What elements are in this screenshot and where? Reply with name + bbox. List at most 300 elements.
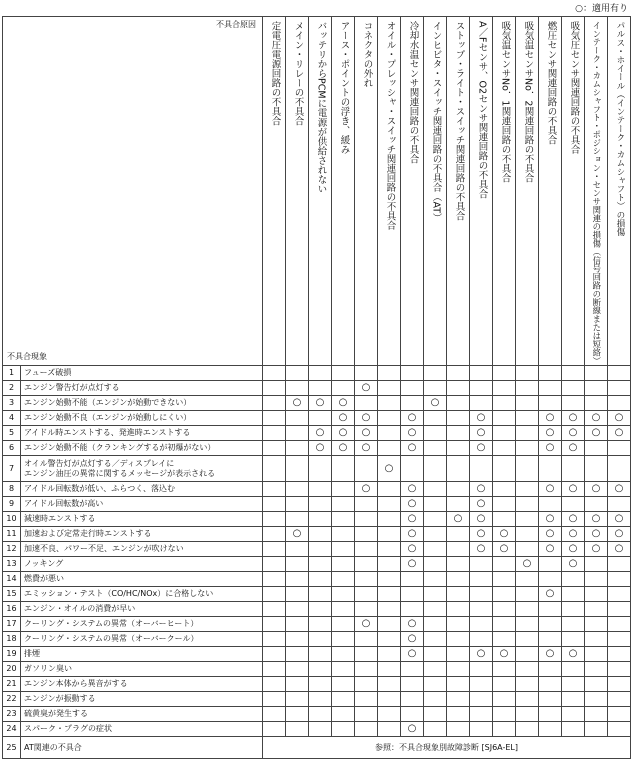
table-row [3, 411, 631, 426]
row-number: 14 [3, 572, 21, 587]
empty-cell [539, 707, 562, 722]
empty-cell [332, 542, 355, 557]
empty-cell [263, 527, 286, 542]
applicable-mark: ○ [470, 527, 493, 542]
empty-cell [493, 426, 516, 441]
empty-cell [401, 677, 424, 692]
applicable-mark: ○ [562, 512, 585, 527]
symptom-cell: AT関連の不具合 [21, 737, 263, 759]
cause-column-label: 定電圧電源回路の不具合 [269, 21, 281, 126]
row-number: 7 [3, 456, 21, 482]
applicable-mark: ○ [539, 542, 562, 557]
empty-cell [263, 557, 286, 572]
empty-cell [355, 497, 378, 512]
cause-column-header [562, 17, 585, 366]
empty-cell [447, 482, 470, 497]
empty-cell [355, 692, 378, 707]
empty-cell [355, 647, 378, 662]
empty-cell [516, 381, 539, 396]
empty-cell [309, 602, 332, 617]
empty-cell [309, 647, 332, 662]
empty-cell [516, 722, 539, 737]
empty-cell [355, 722, 378, 737]
empty-cell [539, 677, 562, 692]
applicable-mark: ○ [608, 542, 631, 557]
row-number: 20 [3, 662, 21, 677]
applicable-mark: ○ [539, 512, 562, 527]
matrix-body [3, 366, 631, 759]
applicable-mark: ○ [562, 482, 585, 497]
empty-cell [539, 396, 562, 411]
empty-cell [562, 677, 585, 692]
applicable-mark: ○ [470, 647, 493, 662]
cause-column-label: インヒビタ・スイッチ関連回路の不具合（AT） [430, 21, 442, 223]
empty-cell [332, 662, 355, 677]
applicable-mark: ○ [562, 647, 585, 662]
empty-cell [447, 602, 470, 617]
table-row [3, 662, 631, 677]
empty-cell [516, 497, 539, 512]
empty-cell [608, 456, 631, 482]
empty-cell [263, 647, 286, 662]
empty-cell [309, 677, 332, 692]
applicable-mark: ○ [585, 527, 608, 542]
empty-cell [263, 692, 286, 707]
empty-cell [447, 692, 470, 707]
empty-cell [447, 396, 470, 411]
empty-cell [585, 441, 608, 456]
empty-cell [378, 602, 401, 617]
applicable-mark: ○ [470, 441, 493, 456]
applicable-mark: ○ [401, 647, 424, 662]
table-row [3, 632, 631, 647]
row-number: 11 [3, 527, 21, 542]
symptom-cell: エンジン本体から異音がする [21, 677, 263, 692]
cause-column-header [585, 17, 608, 366]
empty-cell [286, 426, 309, 441]
empty-cell [378, 381, 401, 396]
empty-cell [286, 632, 309, 647]
empty-cell [332, 366, 355, 381]
empty-cell [493, 557, 516, 572]
empty-cell [424, 617, 447, 632]
applicable-mark: ○ [493, 647, 516, 662]
empty-cell [562, 602, 585, 617]
empty-cell [378, 722, 401, 737]
empty-cell [263, 572, 286, 587]
empty-cell [286, 647, 309, 662]
empty-cell [516, 411, 539, 426]
row-number: 22 [3, 692, 21, 707]
empty-cell [516, 632, 539, 647]
symptom-label: 不具合現象 [7, 352, 47, 361]
symptom-cell: 硫黄臭が発生する [21, 707, 263, 722]
symptom-cell: スパーク・プラグの症状 [21, 722, 263, 737]
header-corner [3, 17, 263, 366]
table-row [3, 426, 631, 441]
symptom-cell: アイドル回転数が高い [21, 497, 263, 512]
empty-cell [263, 512, 286, 527]
empty-cell [263, 366, 286, 381]
empty-cell [424, 587, 447, 602]
applicable-mark: ○ [585, 542, 608, 557]
empty-cell [332, 381, 355, 396]
table-row [3, 692, 631, 707]
applicable-mark: ○ [585, 482, 608, 497]
empty-cell [447, 587, 470, 602]
empty-cell [424, 441, 447, 456]
empty-cell [585, 647, 608, 662]
applicable-mark: ○ [539, 527, 562, 542]
cause-column-label: インテーク・カムシャフト・ポジション・センサ関連の損傷（信号回路の断線または短絡） [591, 21, 602, 365]
empty-cell [263, 677, 286, 692]
empty-cell [562, 632, 585, 647]
empty-cell [332, 707, 355, 722]
empty-cell [332, 647, 355, 662]
table-row [3, 647, 631, 662]
applicable-mark: ○ [493, 527, 516, 542]
table-row [3, 482, 631, 497]
empty-cell [562, 381, 585, 396]
applicable-mark: ○ [585, 411, 608, 426]
empty-cell [309, 497, 332, 512]
empty-cell [585, 677, 608, 692]
symptom-cell: アイドル時エンストする、発進時エンストする [21, 426, 263, 441]
empty-cell [286, 617, 309, 632]
applicable-mark: ○ [401, 527, 424, 542]
table-row [3, 557, 631, 572]
applicable-mark: ○ [401, 411, 424, 426]
table-row [3, 602, 631, 617]
symptom-cell: エンジン警告灯が点灯する [21, 381, 263, 396]
applicable-mark: ○ [562, 542, 585, 557]
empty-cell [378, 426, 401, 441]
empty-cell [355, 557, 378, 572]
empty-cell [332, 456, 355, 482]
table-row [3, 542, 631, 557]
applicable-mark: ○ [562, 441, 585, 456]
row-number: 10 [3, 512, 21, 527]
empty-cell [516, 602, 539, 617]
table-row [3, 441, 631, 456]
empty-cell [286, 722, 309, 737]
empty-cell [424, 542, 447, 557]
applicable-mark: ○ [539, 587, 562, 602]
cause-column-label: ストップ・ライト・スイッチ関連回路の不具合 [453, 21, 465, 221]
empty-cell [401, 366, 424, 381]
empty-cell [286, 677, 309, 692]
empty-cell [401, 587, 424, 602]
empty-cell [608, 677, 631, 692]
empty-cell [332, 527, 355, 542]
empty-cell [332, 632, 355, 647]
applicable-mark: ○ [401, 617, 424, 632]
empty-cell [378, 411, 401, 426]
table-row [3, 366, 631, 381]
applicable-mark: ○ [539, 411, 562, 426]
empty-cell [263, 602, 286, 617]
row-number: 6 [3, 441, 21, 456]
empty-cell [378, 647, 401, 662]
empty-cell [585, 557, 608, 572]
empty-cell [470, 456, 493, 482]
applicable-mark: ○ [608, 527, 631, 542]
empty-cell [447, 677, 470, 692]
empty-cell [516, 617, 539, 632]
applicable-mark: ○ [332, 411, 355, 426]
row-number: 23 [3, 707, 21, 722]
empty-cell [401, 456, 424, 482]
table-row [3, 707, 631, 722]
empty-cell [562, 692, 585, 707]
empty-cell [516, 542, 539, 557]
empty-cell [309, 411, 332, 426]
cause-column-header [470, 17, 493, 366]
row-number: 3 [3, 396, 21, 411]
applicable-mark: ○ [470, 426, 493, 441]
empty-cell [309, 542, 332, 557]
empty-cell [470, 722, 493, 737]
header-row [3, 17, 631, 366]
empty-cell [447, 662, 470, 677]
applicable-mark: ○ [401, 632, 424, 647]
cause-column-label: パルス・ホイール（インテーク・カムシャフト）の損傷 [614, 21, 625, 236]
empty-cell [355, 512, 378, 527]
applicable-mark: ○ [309, 396, 332, 411]
empty-cell [263, 456, 286, 482]
empty-cell [378, 632, 401, 647]
applicable-mark: ○ [355, 441, 378, 456]
empty-cell [516, 662, 539, 677]
empty-cell [470, 396, 493, 411]
empty-cell [516, 482, 539, 497]
empty-cell [539, 632, 562, 647]
empty-cell [539, 366, 562, 381]
empty-cell [424, 707, 447, 722]
empty-cell [286, 482, 309, 497]
symptom-cell: 減速時エンストする [21, 512, 263, 527]
cause-column-label: A／Fセンサ、O2センサ関連回路の不具合 [476, 21, 488, 199]
empty-cell [493, 366, 516, 381]
reference-note: 参照：不具合現象別故障診断 [SJ6A-EL] [263, 737, 631, 759]
empty-cell [562, 497, 585, 512]
empty-cell [263, 542, 286, 557]
empty-cell [378, 482, 401, 497]
empty-cell [585, 692, 608, 707]
empty-cell [286, 587, 309, 602]
empty-cell [424, 527, 447, 542]
empty-cell [309, 692, 332, 707]
empty-cell [516, 426, 539, 441]
empty-cell [263, 617, 286, 632]
empty-cell [309, 722, 332, 737]
empty-cell [309, 707, 332, 722]
empty-cell [539, 617, 562, 632]
applicable-mark: ○ [539, 441, 562, 456]
applicable-mark: ○ [470, 411, 493, 426]
empty-cell [286, 692, 309, 707]
symptom-cell: エミッション・テスト（CO/HC/NOx）に合格しない [21, 587, 263, 602]
empty-cell [332, 722, 355, 737]
empty-cell [608, 366, 631, 381]
cause-column-header [516, 17, 539, 366]
row-number: 2 [3, 381, 21, 396]
cause-column-header [263, 17, 286, 366]
applicable-mark: ○ [539, 482, 562, 497]
applicable-mark: ○ [401, 441, 424, 456]
empty-cell [608, 396, 631, 411]
cause-column-label: 冷却水温センサ関連回路の不具合 [407, 21, 419, 164]
symptom-cell: クーリング・システムの異常（オーバークール） [21, 632, 263, 647]
empty-cell [263, 441, 286, 456]
applicable-mark: ○ [585, 426, 608, 441]
empty-cell [355, 662, 378, 677]
table-row [3, 677, 631, 692]
empty-cell [309, 381, 332, 396]
empty-cell [470, 557, 493, 572]
cause-column-label: 吸気圧センサ関連回路の不具合 [568, 21, 580, 154]
empty-cell [424, 632, 447, 647]
applicable-mark: ○ [470, 497, 493, 512]
cause-column-label: 吸気温センサNo．2関連回路の不具合 [522, 21, 534, 183]
empty-cell [447, 441, 470, 456]
empty-cell [539, 602, 562, 617]
empty-cell [286, 411, 309, 426]
applicable-mark: ○ [608, 411, 631, 426]
empty-cell [562, 707, 585, 722]
cause-label: 不具合原因 [216, 20, 256, 29]
row-number: 15 [3, 587, 21, 602]
empty-cell [608, 497, 631, 512]
empty-cell [516, 647, 539, 662]
cause-column-label: バッテリからPCMに電源が供給されない [315, 21, 327, 194]
empty-cell [263, 662, 286, 677]
cause-column-header [447, 17, 470, 366]
empty-cell [263, 482, 286, 497]
cause-column-header [355, 17, 378, 366]
applicable-mark: ○ [447, 512, 470, 527]
empty-cell [424, 572, 447, 587]
empty-cell [493, 456, 516, 482]
diagnosis-matrix-table [2, 16, 631, 759]
empty-cell [539, 662, 562, 677]
empty-cell [378, 527, 401, 542]
empty-cell [424, 512, 447, 527]
empty-cell [424, 602, 447, 617]
empty-cell [309, 366, 332, 381]
empty-cell [332, 482, 355, 497]
empty-cell [447, 617, 470, 632]
symptom-cell: エンジン始動不良（エンジンが始動しにくい） [21, 411, 263, 426]
empty-cell [585, 587, 608, 602]
empty-cell [447, 572, 470, 587]
empty-cell [470, 662, 493, 677]
empty-cell [447, 411, 470, 426]
table-row [3, 512, 631, 527]
empty-cell [470, 572, 493, 587]
empty-cell [539, 572, 562, 587]
empty-cell [355, 587, 378, 602]
empty-cell [447, 456, 470, 482]
empty-cell [424, 662, 447, 677]
table-row [3, 572, 631, 587]
empty-cell [470, 677, 493, 692]
empty-cell [424, 677, 447, 692]
symptom-cell: 燃費が悪い [21, 572, 263, 587]
empty-cell [309, 482, 332, 497]
empty-cell [516, 692, 539, 707]
empty-cell [286, 602, 309, 617]
table-row [3, 381, 631, 396]
empty-cell [562, 366, 585, 381]
empty-cell [286, 497, 309, 512]
row-number: 1 [3, 366, 21, 381]
empty-cell [493, 707, 516, 722]
cause-column-header [309, 17, 332, 366]
table-row [3, 497, 631, 512]
empty-cell [332, 677, 355, 692]
applicable-mark: ○ [608, 482, 631, 497]
applicable-mark: ○ [355, 617, 378, 632]
applicable-mark: ○ [539, 426, 562, 441]
empty-cell [286, 572, 309, 587]
applicable-mark: ○ [355, 482, 378, 497]
applicable-mark: ○ [539, 647, 562, 662]
empty-cell [332, 587, 355, 602]
symptom-cell: 加速および定常走行時エンストする [21, 527, 263, 542]
cause-column-header [286, 17, 309, 366]
empty-cell [608, 602, 631, 617]
empty-cell [309, 512, 332, 527]
table-row [3, 737, 631, 759]
empty-cell [562, 662, 585, 677]
empty-cell [378, 441, 401, 456]
applicable-mark: ○ [470, 512, 493, 527]
empty-cell [309, 632, 332, 647]
row-number: 5 [3, 426, 21, 441]
empty-cell [355, 366, 378, 381]
empty-cell [447, 722, 470, 737]
empty-cell [424, 411, 447, 426]
row-number: 8 [3, 482, 21, 497]
cause-column-label: アース・ポイントの浮き、緩み [338, 21, 350, 154]
empty-cell [562, 456, 585, 482]
empty-cell [378, 587, 401, 602]
row-number: 24 [3, 722, 21, 737]
empty-cell [332, 602, 355, 617]
empty-cell [585, 572, 608, 587]
applicable-mark: ○ [355, 411, 378, 426]
empty-cell [539, 381, 562, 396]
empty-cell [516, 707, 539, 722]
empty-cell [493, 662, 516, 677]
applicable-mark: ○ [332, 441, 355, 456]
empty-cell [493, 587, 516, 602]
empty-cell [539, 557, 562, 572]
empty-cell [585, 381, 608, 396]
empty-cell [286, 512, 309, 527]
empty-cell [447, 381, 470, 396]
empty-cell [309, 662, 332, 677]
empty-cell [585, 497, 608, 512]
empty-cell [401, 572, 424, 587]
empty-cell [562, 617, 585, 632]
row-number: 12 [3, 542, 21, 557]
symptom-cell: ガソリン臭い [21, 662, 263, 677]
empty-cell [332, 692, 355, 707]
empty-cell [470, 707, 493, 722]
empty-cell [493, 692, 516, 707]
